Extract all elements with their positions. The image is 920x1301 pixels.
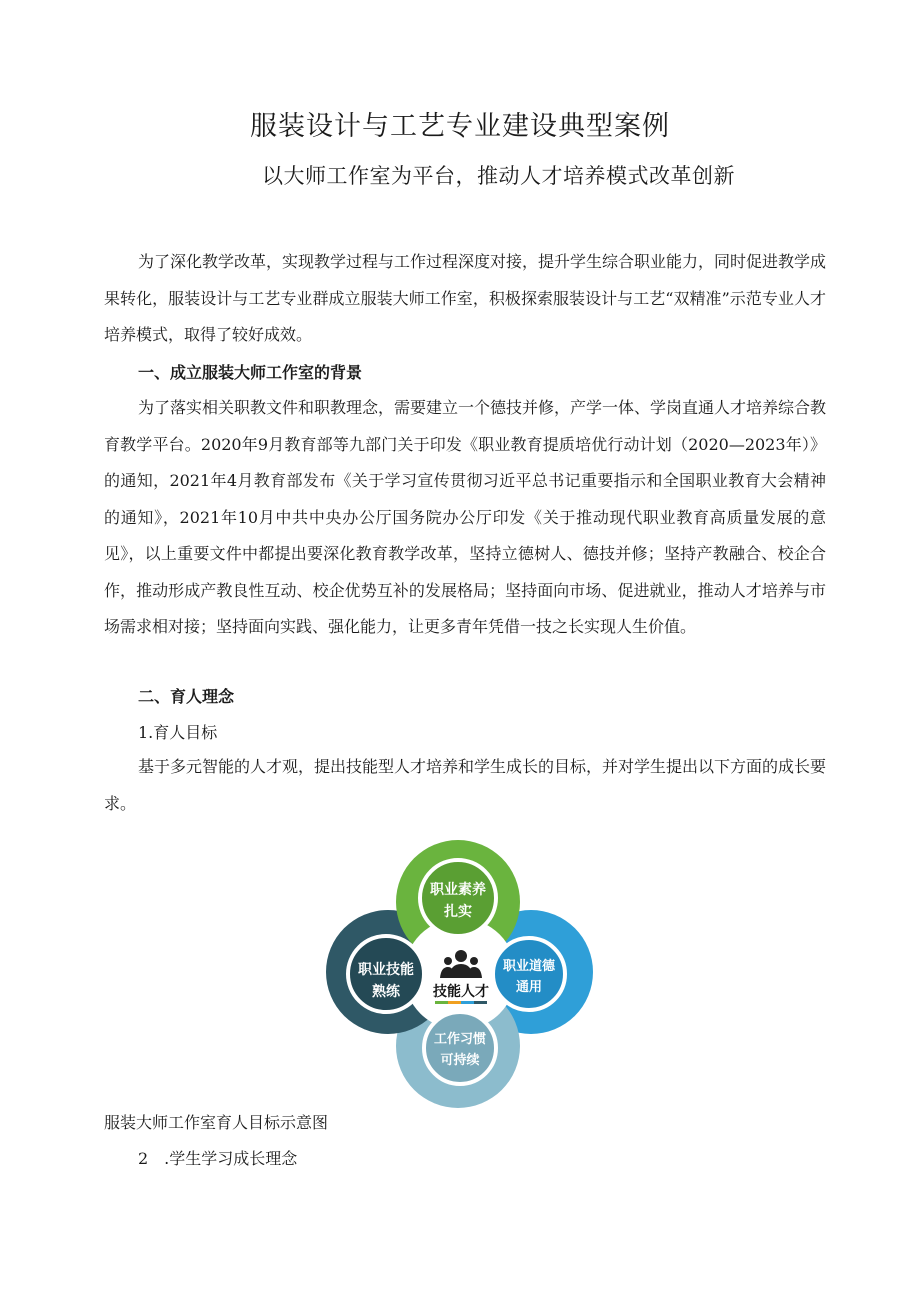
subsection-1-paragraph: 基于多元智能的人才观，提出技能型人才培养和学生成长的目标，并对学生提出以下方面的成长要求。 [104, 757, 827, 813]
section-1-heading: 一、成立服装大师工作室的背景 [138, 363, 363, 382]
goal-diagram [318, 838, 608, 1114]
subsection-1-title: 1.育人目标 [138, 723, 218, 742]
diagram-left-label-1: 职业技能 [358, 962, 414, 978]
section-1-paragraph: 为了落实相关职教文件和职教理念，需要建立一个德技并修，产学一体、学岗直通人才培养综合教育教学平台。2020年9月教育部等九部门关于印发《职业教育提质培优行动计划（2020—2023年）》的通知，2021年4月教育部发布《关于学习宣传贯彻习近平总书记重要指示和全国职业教育大会精神的通知》，2021年10月中共中央办公厅国务院办公厅印发《关于推动现代职业教育高质量发展的意见》，以上重要文件中都提出要深化教育教学改革，坚持立德树人、德技并修；坚持产教融合、校企合作，推动形成产教良性互动、校企优势互补的发展格局；坚持面向市场、促进就业，推动人才培养与市场需求相对接；坚持面向实践、强化能力，让更多青年凭借一技之长实现人生价值。 [104, 398, 827, 636]
diagram-top-label-1: 职业素养 [430, 882, 486, 898]
diagram-top-label-2: 扎实 [444, 904, 472, 920]
diagram-right-label-1: 职业道德 [502, 959, 556, 974]
diagram-bottom-label-1: 工作习惯 [433, 1032, 487, 1047]
subsection-2-title: 2 .学生学习成长理念 [138, 1149, 298, 1168]
diagram-bottom-label-2: 可持续 [440, 1053, 480, 1068]
intro-paragraph: 为了深化教学改革，实现教学过程与工作过程深度对接，提升学生综合职业能力，同时促进教学成果转化，服装设计与工艺专业群成立服装大师工作室，积极探索服装设计与工艺“双精准”示范专业人才培养模式，取得了较好成效。 [104, 252, 827, 344]
diagram-caption: 服装大师工作室育人目标示意图 [104, 1113, 329, 1132]
diagram-left-label-2: 熟练 [372, 984, 400, 1000]
document-title: 服装设计与工艺专业建设典型案例 [250, 111, 670, 142]
diagram-right-label-2: 通用 [515, 980, 543, 995]
diagram-center-label: 技能人才 [433, 984, 489, 1000]
section-2-heading: 二、育人理念 [138, 687, 235, 706]
document-subtitle: 以大师工作室为平台，推动人才培养模式改革创新 [262, 164, 735, 188]
